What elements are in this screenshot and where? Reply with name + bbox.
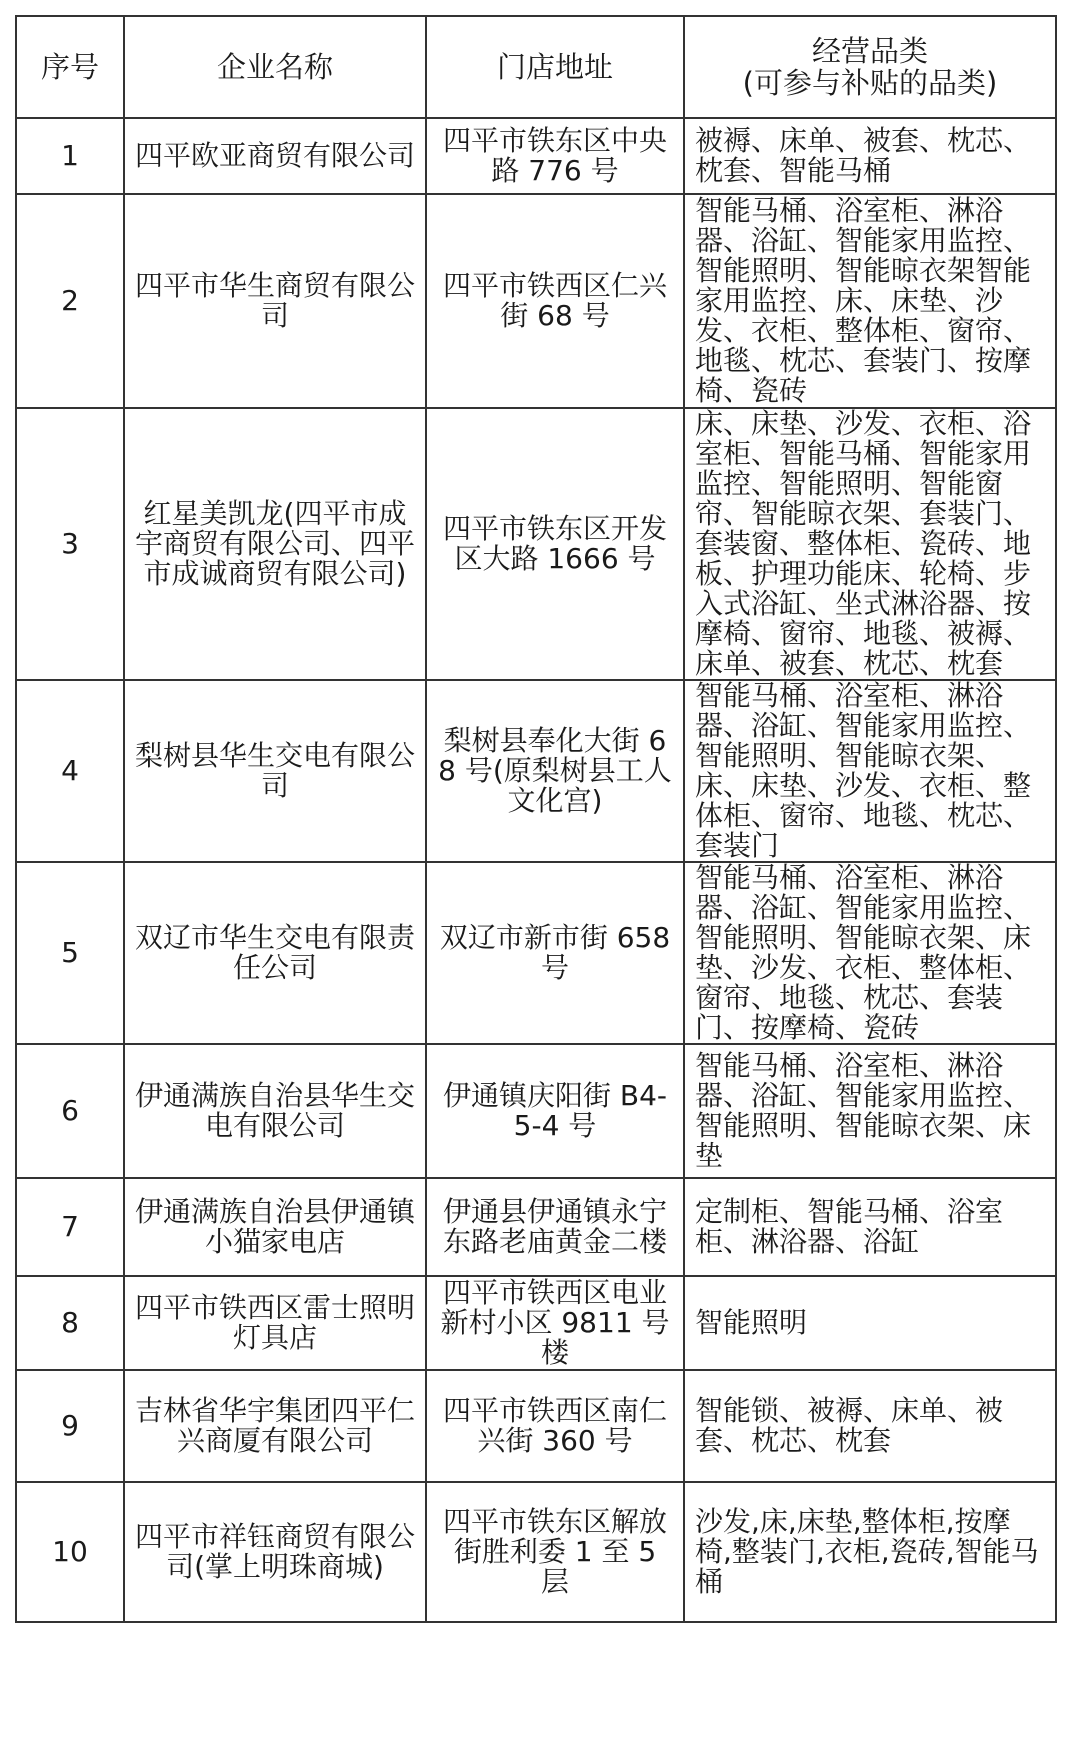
- cell-categories: 智能马桶、浴室柜、淋浴器、浴缸、智能家用监控、智能照明、智能晾衣架、床、床垫、沙发、衣柜、整体柜、窗帘、地毯、枕芯、套装门: [684, 680, 1056, 862]
- table-row: [16, 680, 1056, 862]
- cell-company: 双辽市华生交电有限责任公司: [124, 862, 426, 1044]
- subsidy-store-table: [15, 15, 1057, 1623]
- cell-address: 四平市铁西区电业新村小区 9811 号楼: [426, 1276, 684, 1370]
- table-row: [16, 194, 1056, 408]
- table-row: [16, 408, 1056, 680]
- header-company: 企业名称: [124, 16, 426, 118]
- header-category-title: 经营品类: [811, 34, 928, 68]
- subsidy-store-table-container: [15, 15, 1055, 1623]
- cell-address: 四平市铁东区中央路 776 号: [426, 118, 684, 194]
- cell-seq: 10: [16, 1482, 124, 1622]
- cell-company: 梨树县华生交电有限公司: [124, 680, 426, 862]
- cell-categories: 智能马桶、浴室柜、淋浴器、浴缸、智能家用监控、智能照明、智能晾衣架、床垫: [684, 1044, 1056, 1178]
- cell-categories: 沙发,床,床垫,整体柜,按摩椅,整装门,衣柜,瓷砖,智能马桶: [684, 1482, 1056, 1622]
- cell-company: 四平市华生商贸有限公司: [124, 194, 426, 408]
- table-row: [16, 1370, 1056, 1482]
- cell-categories: 定制柜、智能马桶、浴室柜、淋浴器、浴缸: [684, 1178, 1056, 1276]
- cell-address: 伊通县伊通镇永宁东路老庙黄金二楼: [426, 1178, 684, 1276]
- cell-address: 双辽市新市街 658 号: [426, 862, 684, 1044]
- table-header-row: [16, 16, 1056, 118]
- cell-company: 四平市铁西区雷士照明灯具店: [124, 1276, 426, 1370]
- table-row: [16, 1276, 1056, 1370]
- cell-categories: 智能马桶、浴室柜、淋浴器、浴缸、智能家用监控、智能照明、智能晾衣架、床垫、沙发、衣柜、整体柜、窗帘、地毯、枕芯、套装门、按摩椅、瓷砖: [684, 862, 1056, 1044]
- cell-categories: 智能马桶、浴室柜、淋浴器、浴缸、智能家用监控、智能照明、智能晾衣架智能家用监控、床、床垫、沙发、衣柜、整体柜、窗帘、地毯、枕芯、套装门、按摩椅、瓷砖: [684, 194, 1056, 408]
- header-category: [684, 16, 1056, 118]
- cell-seq: 2: [16, 194, 124, 408]
- cell-address: 伊通镇庆阳街 B4-5-4 号: [426, 1044, 684, 1178]
- cell-company: 四平欧亚商贸有限公司: [124, 118, 426, 194]
- header-seq: 序号: [16, 16, 124, 118]
- cell-categories: 智能照明: [684, 1276, 1056, 1370]
- cell-seq: 4: [16, 680, 124, 862]
- cell-seq: 8: [16, 1276, 124, 1370]
- cell-address: 四平市铁东区开发区大路 1666 号: [426, 408, 684, 680]
- cell-seq: 3: [16, 408, 124, 680]
- cell-address: 四平市铁西区南仁兴街 360 号: [426, 1370, 684, 1482]
- table-row: [16, 118, 1056, 194]
- cell-company: 吉林省华宇集团四平仁兴商厦有限公司: [124, 1370, 426, 1482]
- table-row: [16, 1178, 1056, 1276]
- cell-seq: 5: [16, 862, 124, 1044]
- cell-address: 梨树县奉化大街 68 号(原梨树县工人文化宫): [426, 680, 684, 862]
- table-row: [16, 1482, 1056, 1622]
- cell-company: 伊通满族自治县伊通镇小猫家电店: [124, 1178, 426, 1276]
- cell-categories: 智能锁、被褥、床单、被套、枕芯、枕套: [684, 1370, 1056, 1482]
- cell-address: 四平市铁东区解放街胜利委 1 至 5 层: [426, 1482, 684, 1622]
- cell-address: 四平市铁西区仁兴街 68 号: [426, 194, 684, 408]
- header-address: 门店地址: [426, 16, 684, 118]
- cell-seq: 9: [16, 1370, 124, 1482]
- cell-seq: 6: [16, 1044, 124, 1178]
- cell-company: 伊通满族自治县华生交电有限公司: [124, 1044, 426, 1178]
- cell-categories: 被褥、床单、被套、枕芯、枕套、智能马桶: [684, 118, 1056, 194]
- table-row: [16, 862, 1056, 1044]
- table-row: [16, 1044, 1056, 1178]
- cell-seq: 7: [16, 1178, 124, 1276]
- cell-company: 四平市祥钰商贸有限公司(掌上明珠商城): [124, 1482, 426, 1622]
- cell-company: 红星美凯龙(四平市成宇商贸有限公司、四平市成诚商贸有限公司): [124, 408, 426, 680]
- cell-categories: 床、床垫、沙发、衣柜、浴室柜、智能马桶、智能家用监控、智能照明、智能窗帘、智能晾衣架、套装门、套装窗、整体柜、瓷砖、地板、护理功能床、轮椅、步入式浴缸、坐式淋浴器、按摩椅、窗帘、地毯、被褥、床单、被套、枕芯、枕套: [684, 408, 1056, 680]
- cell-seq: 1: [16, 118, 124, 194]
- header-category-note: (可参与补贴的品类): [742, 66, 998, 100]
